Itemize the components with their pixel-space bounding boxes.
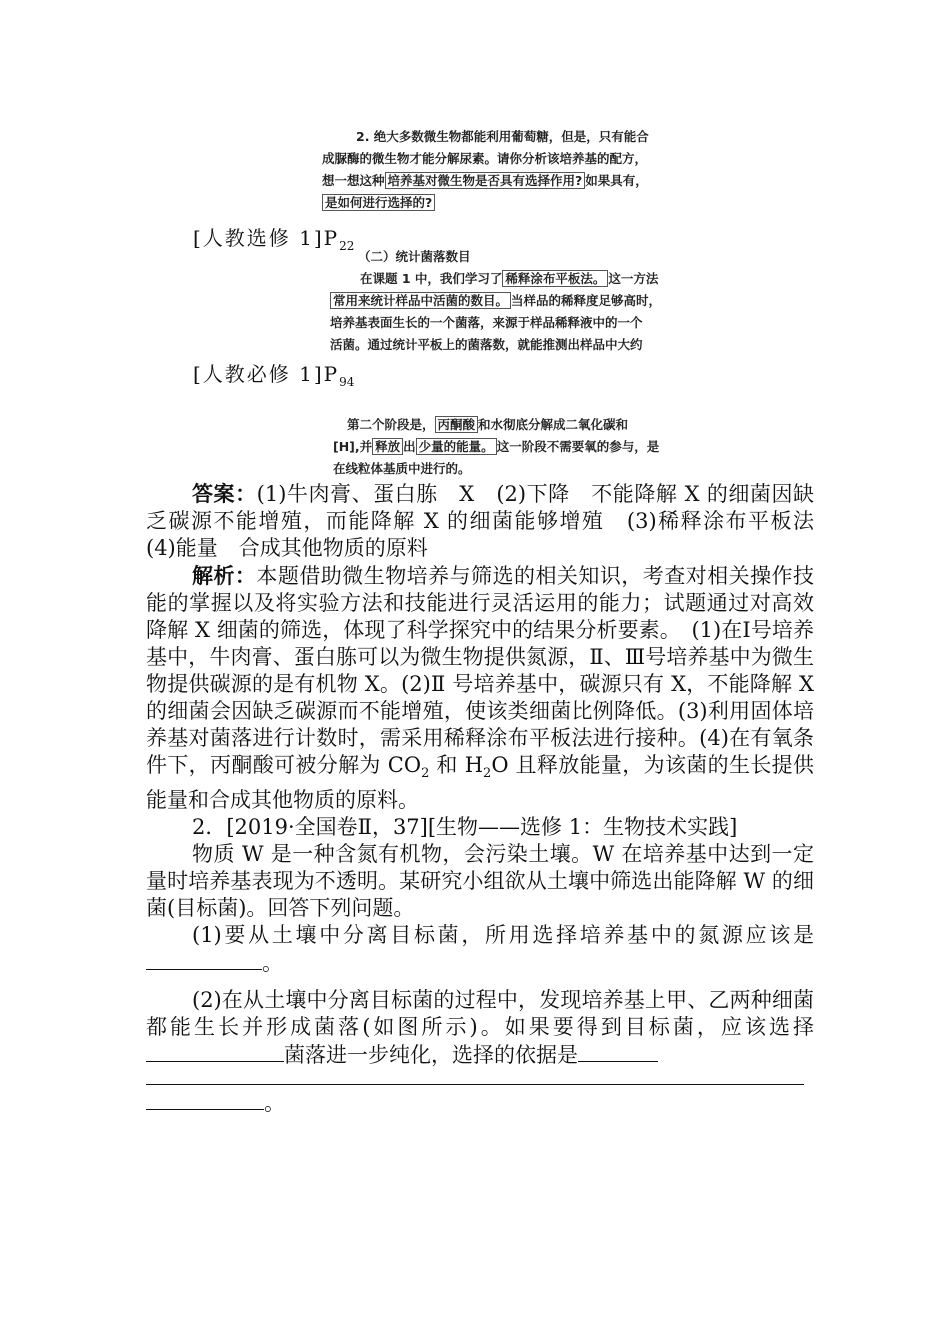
- question-text: (2)在从土壤中分离目标菌的过程中，发现培养基上甲、乙两种细菌都能生长并形成菌落(如图所示)。如果要得到目标菌，应该选择: [146, 988, 814, 1040]
- answer-blank[interactable]: [146, 1089, 264, 1110]
- excerpt-line: [322, 192, 649, 214]
- question-text: 菌落进一步纯化，选择的依据是: [284, 1043, 578, 1068]
- source-reference-2: [193, 358, 354, 389]
- excerpt-text: 如果具有，: [585, 173, 648, 188]
- main-text: [146, 480, 835, 1117]
- excerpt-text: 第二个阶段是，: [347, 417, 435, 432]
- reference-page: 94: [339, 375, 355, 389]
- answer-blank[interactable]: [578, 1041, 658, 1062]
- answer-blank[interactable]: [146, 1083, 804, 1085]
- excerpt-line: [330, 290, 661, 312]
- excerpt-text: 想一想这种: [322, 173, 385, 188]
- excerpt-line: [333, 436, 659, 458]
- excerpt-heading: （二）统计菌落数目: [358, 249, 471, 264]
- reference-text: [人教选修 1]P: [193, 226, 340, 250]
- excerpt-line: [360, 268, 661, 290]
- subscript: 2: [421, 766, 430, 782]
- highlight-box: 稀释涂布平板法。: [502, 270, 608, 287]
- excerpt-line: [347, 414, 659, 436]
- excerpt-text: 出: [403, 439, 416, 454]
- excerpt-text: 当样品的稀释度足够高时，: [511, 293, 662, 308]
- answer-blank[interactable]: [146, 1041, 284, 1062]
- answer-paragraph: [146, 480, 835, 562]
- analysis-text: O 且释放能量，为该菌的生长提供能量和合成其他物质的原料。: [146, 753, 815, 813]
- highlight-box: 常用来统计样品中活菌的数目。: [330, 292, 511, 309]
- excerpt-text: 这一方法: [608, 271, 659, 286]
- analysis-paragraph: [146, 562, 814, 814]
- excerpt-line: 培养基表面生长的一个菌落，来源于样品稀释液中的一个: [330, 315, 643, 330]
- excerpt-line: 在线粒体基质中进行的。: [333, 461, 471, 476]
- question-text: (1)要从土壤中分离目标菌，所用选择培养基中的氮源应该是: [192, 923, 814, 948]
- subscript: 2: [483, 766, 492, 782]
- question-2-end: [146, 1089, 814, 1117]
- reference-text: [人教必修 1]P: [193, 362, 340, 386]
- textbook-excerpt-3: [333, 414, 659, 480]
- highlight-box: 少量的能量。: [416, 438, 497, 455]
- analysis-label: 解析：: [192, 563, 257, 588]
- highlight-box: 培养基对微生物是否具有选择作用?: [385, 172, 586, 189]
- question-1: [146, 922, 814, 977]
- highlight-box: 释放: [372, 438, 403, 455]
- excerpt-text: [H],并: [333, 439, 373, 454]
- analysis-text: 本题借助微生物培养与筛选的相关知识，考查对相关操作技能的掌握以及将实验方法和技能进行灵活运用的能力；试题通过对高效降解 X 细菌的筛选，体现了科学探究中的结果分析要素。 (1)在Ⅰ号培养基中，牛肉膏、蛋白胨可以为微生物提供氮源，Ⅱ、Ⅲ号培养基中为微生物提供碳源的是有机物 X。(2)Ⅱ 号培养基中，碳源只有 X，不能降解 X 的细菌会因缺乏碳源而不能增殖，使该类细菌比例降低。(3)利用固体培养基对菌落进行计数时，需采用稀释涂布平板法进行接种。(4)在有氧条件下，丙酮酸可被分解为 CO: [146, 564, 815, 777]
- excerpt-text: 和水彻底分解成二氧化碳和: [478, 417, 629, 432]
- highlight-box: 丙酮酸: [435, 416, 479, 433]
- excerpt-line: [322, 170, 649, 192]
- answer-blank[interactable]: [146, 949, 262, 970]
- question-header: 2．[2019·全国卷Ⅱ，37][生物——选修 1：生物技术实践]: [192, 815, 738, 840]
- excerpt-text: 这一阶段不需要氧的参与，是: [496, 439, 660, 454]
- answer-text: (1)牛肉膏、蛋白胨 X (2)下降 不能降解 X 的细菌因缺乏碳源不能增殖，而能降解 X 的细菌能够增殖 (3)稀释涂布平板法 (4)能量 合成其他物质的原料: [146, 482, 835, 560]
- question-text: 。: [264, 1091, 285, 1116]
- analysis-text: 和 H: [429, 753, 484, 777]
- highlight-box: 是如何进行选择的?: [322, 194, 435, 211]
- excerpt-line: 成脲酶的微生物才能分解尿素。请你分析该培养基的配方，: [322, 151, 648, 166]
- excerpt-text: 在课题 1 中，我们学习了: [360, 271, 503, 286]
- excerpt-line: 活菌。通过统计平板上的菌落数，就能推测出样品中大约: [330, 337, 643, 352]
- question-2: [146, 987, 814, 1069]
- answer-label: 答案：: [192, 481, 257, 506]
- question-text: 。: [262, 951, 283, 976]
- textbook-excerpt-1: [322, 126, 649, 214]
- excerpt-line: 2. 绝大多数微生物都能利用葡萄糖，但是，只有能合: [356, 129, 649, 144]
- reference-page: 22: [339, 239, 355, 253]
- textbook-excerpt-2: [330, 246, 661, 356]
- question-intro: 物质 W 是一种含氮有机物，会污染土壤。W 在培养基中达到一定量时培养基表现为不透明。某研究小组欲从土壤中筛选出能降解 W 的细菌(目标菌)。回答下列问题。: [146, 842, 814, 921]
